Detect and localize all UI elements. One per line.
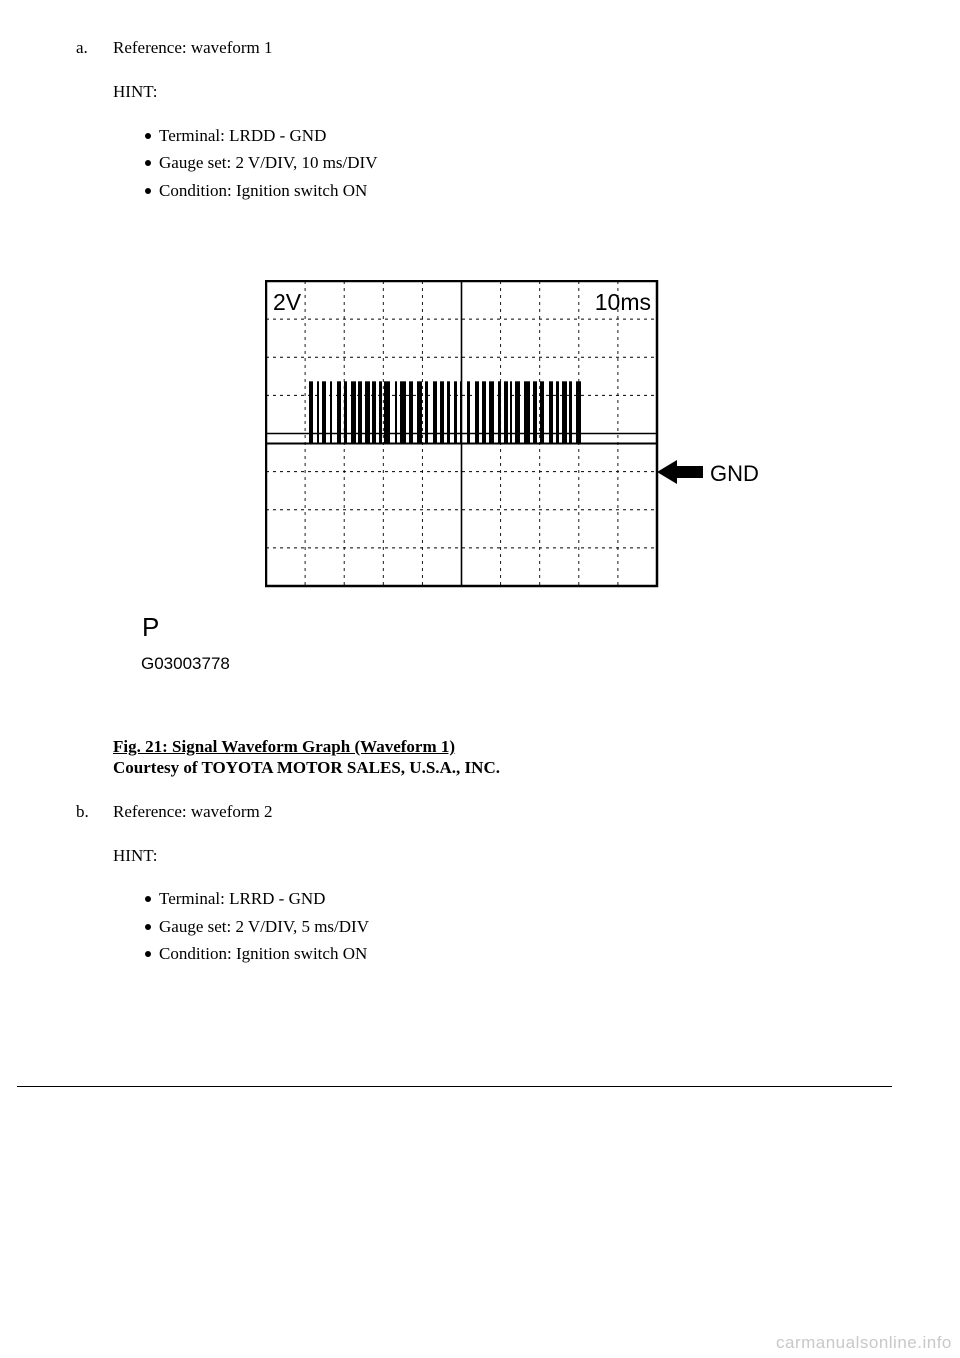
section-a-hint-label: HINT: — [113, 82, 158, 101]
waveform-pulse — [344, 381, 347, 443]
waveform-pulse — [504, 381, 508, 443]
bullet-icon — [145, 160, 151, 166]
section-a-list-item — [145, 153, 377, 173]
waveform-pulse — [562, 381, 567, 443]
view-letter: P — [142, 612, 160, 642]
waveform-pulse — [475, 381, 479, 443]
bullet-icon — [145, 951, 151, 957]
waveform-pulse — [322, 381, 326, 443]
figure-code: G03003778 — [141, 654, 230, 673]
waveform-pulse — [384, 381, 390, 443]
figure-credit: Courtesy of TOYOTA MOTOR SALES, U.S.A., INC. — [113, 758, 500, 777]
section-a-list-item — [145, 181, 367, 201]
bullet-icon — [145, 896, 151, 902]
section-a-marker: a. — [76, 38, 88, 57]
waveform-pulse — [515, 381, 520, 443]
waveform-pulse — [337, 381, 341, 443]
waveform-pulse — [569, 381, 572, 443]
waveform-pulse — [576, 381, 581, 443]
waveform-pulse — [533, 381, 537, 443]
waveform-pulse — [309, 381, 313, 443]
waveform-pulse — [549, 381, 553, 443]
watermark: carmanualsonline.info — [776, 1333, 952, 1352]
scope-time-label: 10ms — [594, 289, 651, 315]
waveform-pulse — [498, 381, 501, 443]
waveform-pulse — [433, 381, 437, 443]
section-b-hint-label: HINT: — [113, 846, 158, 865]
section-b-list-item — [145, 889, 325, 909]
bullet-icon — [145, 188, 151, 194]
list-item-text: Condition: Ignition switch ON — [159, 181, 368, 200]
oscilloscope-waveform-figure — [265, 280, 785, 595]
waveform-pulse — [425, 381, 428, 443]
waveform-pulse — [358, 381, 362, 443]
figure-caption: Fig. 21: Signal Waveform Graph (Waveform 1) — [113, 737, 456, 756]
waveform-pulse — [351, 381, 356, 443]
gnd-label: GND — [710, 461, 759, 486]
waveform-pulse — [467, 381, 470, 443]
list-item-text: Condition: Ignition switch ON — [159, 944, 368, 963]
waveform-pulse — [440, 381, 444, 443]
section-b-marker: b. — [76, 802, 89, 821]
bullet-icon — [145, 924, 151, 930]
footer-divider — [17, 1086, 892, 1087]
waveform-pulse — [379, 381, 382, 443]
list-item-text: Gauge set: 2 V/DIV, 10 ms/DIV — [159, 153, 378, 172]
waveform-pulse — [489, 381, 494, 443]
section-b-list-item — [145, 917, 369, 937]
waveform-pulse — [524, 381, 530, 443]
waveform-pulse — [372, 381, 376, 443]
waveform-pulse — [400, 381, 406, 443]
waveform-pulse — [540, 381, 544, 443]
waveform-pulse — [482, 381, 486, 443]
bullet-icon — [145, 133, 151, 139]
waveform-pulse — [556, 381, 559, 443]
waveform-pulse — [447, 381, 450, 443]
waveform-pulse — [460, 381, 462, 443]
waveform-pulse — [395, 381, 397, 443]
waveform-pulse — [454, 381, 457, 443]
list-item-text: Terminal: LRRD - GND — [159, 889, 326, 908]
waveform-pulse — [330, 381, 332, 443]
scope-voltage-label: 2V — [273, 289, 302, 315]
waveform-pulse — [510, 381, 512, 443]
waveform-pulse — [417, 381, 422, 443]
list-item-text: Gauge set: 2 V/DIV, 5 ms/DIV — [159, 917, 369, 936]
list-item-text: Terminal: LRDD - GND — [159, 126, 327, 145]
section-b-list-item — [145, 944, 367, 964]
section-a-list-item — [145, 126, 326, 146]
section-b-heading: Reference: waveform 2 — [113, 802, 273, 821]
waveform-pulse — [365, 381, 370, 443]
waveform-pulse — [317, 381, 319, 443]
gnd-arrow-icon — [657, 460, 703, 484]
section-a-heading: Reference: waveform 1 — [113, 38, 273, 57]
waveform-pulse — [409, 381, 413, 443]
